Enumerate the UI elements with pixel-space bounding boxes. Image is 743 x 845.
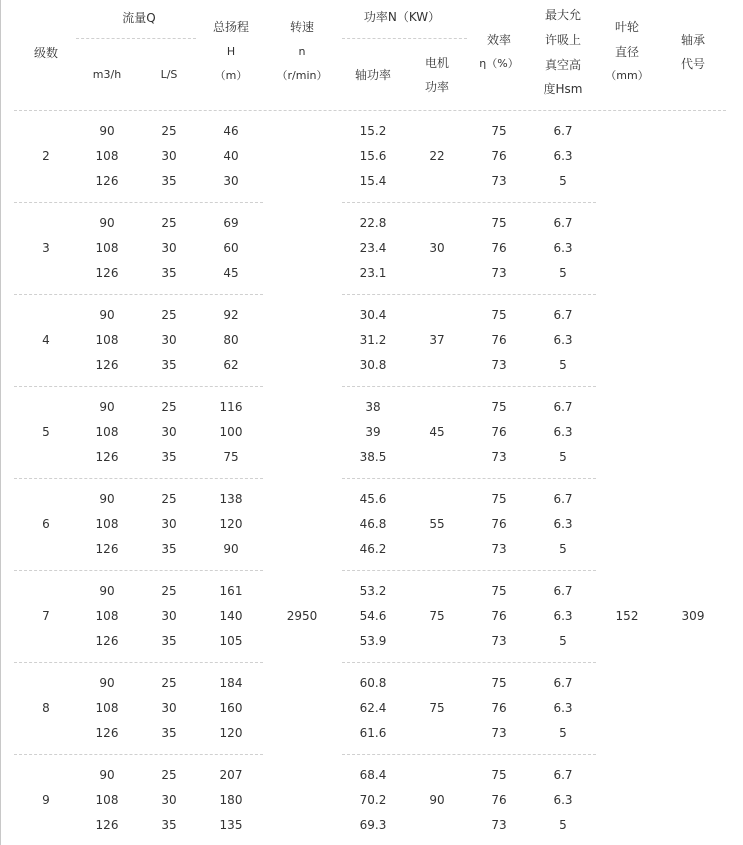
- efficiency-cell: 75: [491, 124, 507, 138]
- head-header: 总扬程: [212, 20, 250, 34]
- flow-ls-cell: 30: [161, 701, 177, 715]
- head-cell: 140: [219, 609, 243, 623]
- flow-header-divider: [76, 38, 196, 39]
- flow-m3h-cell: 108: [95, 701, 119, 715]
- motor-power-cell: 75: [429, 701, 445, 715]
- motor-power-cell: 90: [429, 793, 445, 807]
- flow-ls-cell: 25: [161, 492, 177, 506]
- grade-cell: 5: [42, 425, 50, 439]
- motor-power-cell: 30: [429, 241, 445, 255]
- flow-m3h-cell: 108: [95, 609, 119, 623]
- suction-height-cell: 5: [559, 542, 567, 556]
- head-cell: 120: [219, 517, 243, 531]
- suction-height-cell: 6.7: [553, 124, 573, 138]
- grade-cell: 2: [42, 149, 50, 163]
- speed-value: 2950: [286, 609, 318, 623]
- flow-header: 流量Q: [122, 11, 156, 25]
- head-cell: 138: [219, 492, 243, 506]
- head-symbol: H: [226, 45, 236, 58]
- flow-ls-cell: 35: [161, 174, 177, 188]
- head-cell: 90: [223, 542, 239, 556]
- efficiency-cell: 75: [491, 216, 507, 230]
- motor-power-cell: 45: [429, 425, 445, 439]
- flow-ls-cell: 30: [161, 609, 177, 623]
- suction-height-cell: 6.3: [553, 793, 573, 807]
- flow-ls-cell: 35: [161, 358, 177, 372]
- flow-m3h-cell: 126: [95, 634, 119, 648]
- impeller-header-2: 直径: [614, 45, 640, 59]
- suction-height-cell: 5: [559, 450, 567, 464]
- suction-header-3: 真空高: [544, 58, 582, 72]
- row-divider-right: [342, 662, 596, 663]
- flow-m3h-cell: 90: [99, 768, 115, 782]
- shaft-power-cell: 69.3: [359, 818, 387, 832]
- left-border: [0, 0, 1, 845]
- shaft-power-cell: 30.4: [359, 308, 387, 322]
- flow-m3h-cell: 108: [95, 425, 119, 439]
- shaft-power-cell: 39: [365, 425, 381, 439]
- efficiency-cell: 75: [491, 584, 507, 598]
- motor-power-cell: 55: [429, 517, 445, 531]
- flow-ls-cell: 25: [161, 216, 177, 230]
- grade-cell: 3: [42, 241, 50, 255]
- suction-height-cell: 5: [559, 818, 567, 832]
- shaft-power-cell: 70.2: [359, 793, 387, 807]
- row-divider-left: [14, 662, 263, 663]
- suction-height-cell: 6.3: [553, 701, 573, 715]
- flow-m3h-cell: 126: [95, 726, 119, 740]
- speed-unit: （r/min）: [276, 69, 328, 82]
- flow-ls-cell: 35: [161, 266, 177, 280]
- flow-ls-cell: 30: [161, 333, 177, 347]
- flow-m3h-cell: 108: [95, 241, 119, 255]
- shaft-power-cell: 38.5: [359, 450, 387, 464]
- efficiency-cell: 73: [491, 174, 507, 188]
- head-cell: 62: [223, 358, 239, 372]
- flow-m3h-cell: 126: [95, 818, 119, 832]
- head-cell: 100: [219, 425, 243, 439]
- flow-ls-cell: 35: [161, 726, 177, 740]
- flow-m3h-cell: 90: [99, 676, 115, 690]
- flow-m3h-cell: 90: [99, 584, 115, 598]
- flow-m3h-cell: 108: [95, 517, 119, 531]
- bearing-code-value: 309: [681, 609, 705, 623]
- speed-header: 转速: [289, 20, 315, 34]
- suction-height-cell: 6.7: [553, 676, 573, 690]
- efficiency-cell: 76: [491, 609, 507, 623]
- efficiency-cell: 75: [491, 308, 507, 322]
- suction-height-cell: 5: [559, 358, 567, 372]
- row-divider-left: [14, 386, 263, 387]
- shaft-power-cell: 15.6: [359, 149, 387, 163]
- bearing-header-2: 代号: [680, 57, 706, 71]
- suction-header-2: 许吸上: [544, 33, 582, 47]
- flow-ls-cell: 30: [161, 517, 177, 531]
- power-header-divider: [342, 38, 467, 39]
- flow-ls-cell: 30: [161, 793, 177, 807]
- row-divider-left: [14, 202, 263, 203]
- head-cell: 45: [223, 266, 239, 280]
- flow-ls-cell: 35: [161, 542, 177, 556]
- flow-m3h-cell: 90: [99, 216, 115, 230]
- flow-m3h-cell: 108: [95, 149, 119, 163]
- efficiency-cell: 73: [491, 450, 507, 464]
- flow-m3h-cell: 90: [99, 124, 115, 138]
- head-cell: 75: [223, 450, 239, 464]
- shaft-power-cell: 53.9: [359, 634, 387, 648]
- head-unit: （m）: [214, 69, 248, 82]
- suction-height-cell: 6.3: [553, 517, 573, 531]
- power-header: 功率N（KW）: [363, 10, 441, 24]
- efficiency-cell: 76: [491, 425, 507, 439]
- suction-height-cell: 6.3: [553, 149, 573, 163]
- flow-ls-cell: 25: [161, 400, 177, 414]
- motor-power-header-2: 功率: [424, 80, 450, 94]
- flow-ls-cell: 35: [161, 634, 177, 648]
- head-cell: 46: [223, 124, 239, 138]
- grade-cell: 9: [42, 793, 50, 807]
- suction-height-cell: 5: [559, 726, 567, 740]
- flow-ls-cell: 30: [161, 241, 177, 255]
- head-cell: 161: [219, 584, 243, 598]
- efficiency-unit: η（%）: [479, 57, 519, 70]
- shaft-power-cell: 23.1: [359, 266, 387, 280]
- efficiency-cell: 75: [491, 768, 507, 782]
- suction-height-cell: 5: [559, 174, 567, 188]
- bearing-header-1: 轴承: [680, 33, 706, 47]
- flow-ls-cell: 25: [161, 768, 177, 782]
- row-divider-left: [14, 294, 263, 295]
- flow-ls-cell: 35: [161, 450, 177, 464]
- row-divider-right: [342, 754, 596, 755]
- suction-height-cell: 6.7: [553, 216, 573, 230]
- suction-height-cell: 6.3: [553, 333, 573, 347]
- flow-m3h-cell: 126: [95, 174, 119, 188]
- efficiency-cell: 75: [491, 400, 507, 414]
- shaft-power-cell: 53.2: [359, 584, 387, 598]
- impeller-header-3: （mm）: [605, 69, 649, 82]
- flow-ls-cell: 25: [161, 124, 177, 138]
- row-divider-right: [342, 570, 596, 571]
- shaft-power-cell: 22.8: [359, 216, 387, 230]
- flow-ls-cell: 30: [161, 425, 177, 439]
- flow-m3h-cell: 126: [95, 358, 119, 372]
- motor-power-cell: 22: [429, 149, 445, 163]
- row-divider-right: [342, 202, 596, 203]
- suction-height-cell: 6.7: [553, 768, 573, 782]
- suction-height-cell: 6.3: [553, 425, 573, 439]
- head-cell: 69: [223, 216, 239, 230]
- head-cell: 30: [223, 174, 239, 188]
- row-divider-right: [342, 294, 596, 295]
- flow-m3h-cell: 126: [95, 450, 119, 464]
- flow-m3h-cell: 90: [99, 492, 115, 506]
- efficiency-cell: 76: [491, 333, 507, 347]
- suction-height-cell: 6.7: [553, 584, 573, 598]
- motor-power-header-1: 电机: [424, 56, 450, 70]
- suction-height-cell: 6.7: [553, 308, 573, 322]
- shaft-power-cell: 46.2: [359, 542, 387, 556]
- efficiency-cell: 73: [491, 266, 507, 280]
- flow-ls-cell: 25: [161, 676, 177, 690]
- head-cell: 92: [223, 308, 239, 322]
- shaft-power-cell: 23.4: [359, 241, 387, 255]
- efficiency-cell: 76: [491, 793, 507, 807]
- head-cell: 184: [219, 676, 243, 690]
- flow-m3h-cell: 108: [95, 793, 119, 807]
- speed-symbol: n: [298, 45, 306, 58]
- efficiency-cell: 75: [491, 492, 507, 506]
- head-cell: 160: [219, 701, 243, 715]
- flow-m3h-cell: 90: [99, 400, 115, 414]
- head-cell: 105: [219, 634, 243, 648]
- shaft-power-cell: 30.8: [359, 358, 387, 372]
- shaft-power-cell: 38: [365, 400, 381, 414]
- motor-power-cell: 75: [429, 609, 445, 623]
- grade-cell: 8: [42, 701, 50, 715]
- efficiency-cell: 76: [491, 241, 507, 255]
- efficiency-cell: 73: [491, 634, 507, 648]
- impeller-diameter-value: 152: [615, 609, 639, 623]
- efficiency-cell: 73: [491, 358, 507, 372]
- shaft-power-cell: 15.4: [359, 174, 387, 188]
- suction-header-4: 度Hsm: [543, 82, 583, 96]
- impeller-header-1: 叶轮: [614, 20, 640, 34]
- flow-m3h-cell: 126: [95, 266, 119, 280]
- grade-cell: 6: [42, 517, 50, 531]
- shaft-power-cell: 46.8: [359, 517, 387, 531]
- motor-power-cell: 37: [429, 333, 445, 347]
- efficiency-header: 效率: [486, 33, 512, 47]
- row-divider-left: [14, 478, 263, 479]
- shaft-power-cell: 61.6: [359, 726, 387, 740]
- efficiency-cell: 73: [491, 726, 507, 740]
- grade-cell: 7: [42, 609, 50, 623]
- shaft-power-cell: 15.2: [359, 124, 387, 138]
- head-cell: 180: [219, 793, 243, 807]
- suction-height-cell: 6.7: [553, 400, 573, 414]
- header-bottom-divider: [14, 110, 726, 111]
- flow-ls-header: L/S: [160, 68, 178, 81]
- suction-height-cell: 5: [559, 266, 567, 280]
- efficiency-cell: 76: [491, 517, 507, 531]
- shaft-power-cell: 60.8: [359, 676, 387, 690]
- flow-ls-cell: 30: [161, 149, 177, 163]
- flow-ls-cell: 25: [161, 584, 177, 598]
- flow-m3h-cell: 126: [95, 542, 119, 556]
- suction-height-cell: 6.3: [553, 609, 573, 623]
- head-cell: 207: [219, 768, 243, 782]
- row-divider-left: [14, 754, 263, 755]
- suction-height-cell: 6.3: [553, 241, 573, 255]
- row-divider-right: [342, 478, 596, 479]
- efficiency-cell: 76: [491, 701, 507, 715]
- efficiency-cell: 75: [491, 676, 507, 690]
- head-cell: 135: [219, 818, 243, 832]
- grade-cell: 4: [42, 333, 50, 347]
- flow-ls-cell: 25: [161, 308, 177, 322]
- row-divider-right: [342, 386, 596, 387]
- suction-header-1: 最大允: [544, 8, 582, 22]
- grade-header: 级数: [33, 46, 59, 60]
- shaft-power-cell: 62.4: [359, 701, 387, 715]
- flow-ls-cell: 35: [161, 818, 177, 832]
- shaft-power-cell: 68.4: [359, 768, 387, 782]
- suction-height-cell: 5: [559, 634, 567, 648]
- row-divider-left: [14, 570, 263, 571]
- flow-m3h-cell: 90: [99, 308, 115, 322]
- head-cell: 60: [223, 241, 239, 255]
- head-cell: 80: [223, 333, 239, 347]
- shaft-power-cell: 45.6: [359, 492, 387, 506]
- efficiency-cell: 73: [491, 542, 507, 556]
- flow-m3h-header: m3/h: [92, 68, 122, 81]
- shaft-power-cell: 31.2: [359, 333, 387, 347]
- suction-height-cell: 6.7: [553, 492, 573, 506]
- head-cell: 120: [219, 726, 243, 740]
- flow-m3h-cell: 108: [95, 333, 119, 347]
- shaft-power-header: 轴功率: [354, 68, 392, 82]
- head-cell: 40: [223, 149, 239, 163]
- shaft-power-cell: 54.6: [359, 609, 387, 623]
- efficiency-cell: 76: [491, 149, 507, 163]
- head-cell: 116: [219, 400, 243, 414]
- efficiency-cell: 73: [491, 818, 507, 832]
